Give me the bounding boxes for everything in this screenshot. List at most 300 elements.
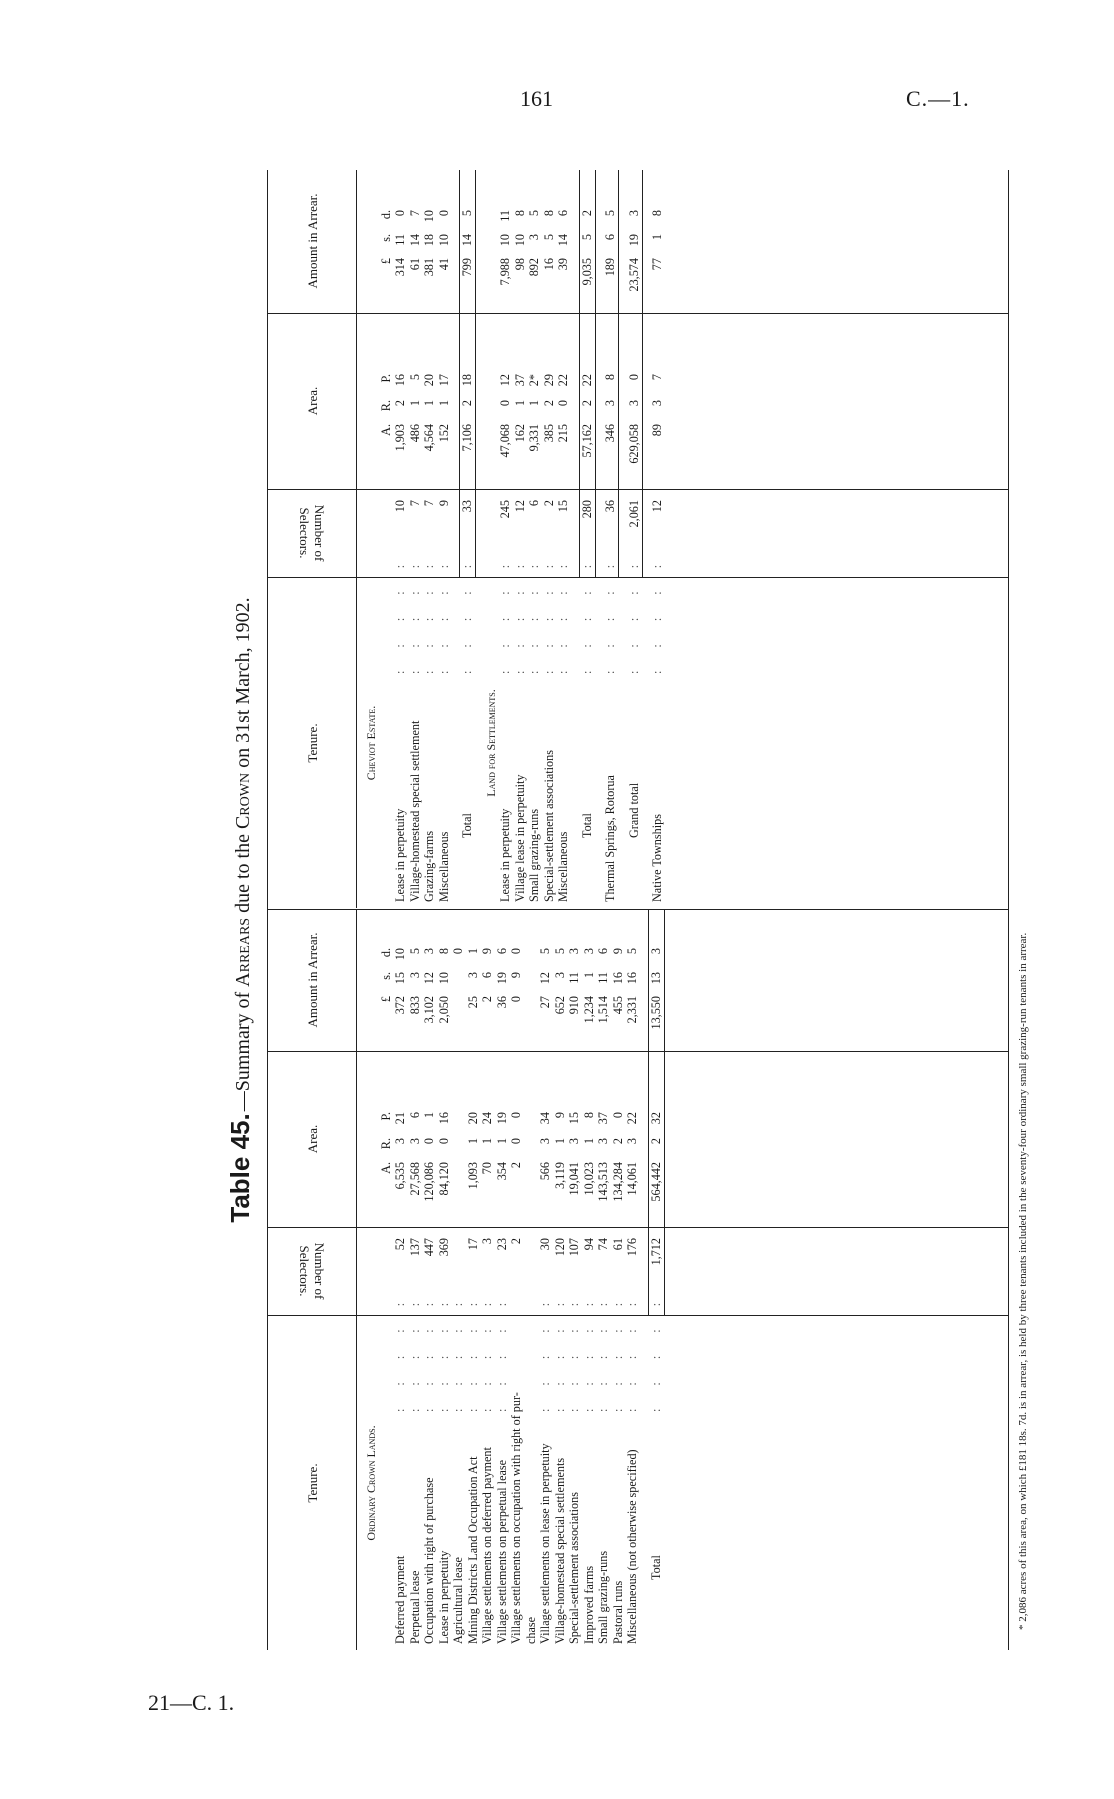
- cell-perches: 16: [436, 1112, 451, 1125]
- cell-unit-a: A.: [378, 1162, 393, 1174]
- cell-pounds: 2,331: [625, 996, 639, 1024]
- leader-dots: : : : : :: [494, 1292, 509, 1412]
- cell-shillings: 5: [541, 234, 556, 241]
- side-reference: 21—C. 1.: [148, 1690, 235, 1715]
- cell-selectors: 176: [625, 1238, 639, 1257]
- header-selectors-text: Number of Selectors.: [297, 504, 327, 562]
- cell-unit-s: s.: [378, 234, 393, 242]
- cell-acres: 1,903: [393, 424, 407, 452]
- cell-shillings: 1: [581, 972, 596, 979]
- cell-pence: 3: [581, 948, 596, 955]
- cell-tenure: Village settlements on lease in perpetuity: [538, 1443, 552, 1644]
- cell-unit-a: A.: [378, 424, 393, 436]
- cell-roods: 1: [407, 400, 422, 407]
- cell-pence: 5: [527, 210, 541, 217]
- cell-shillings: 3: [527, 234, 541, 241]
- table-label: Table 45.: [225, 1113, 255, 1223]
- table-row: [524, 910, 539, 1650]
- table-row: [475, 170, 484, 908]
- cell-pounds: 910: [567, 996, 581, 1015]
- left-table-header: [268, 910, 357, 1650]
- cell-perches: 16: [393, 374, 407, 387]
- left-table-half: [268, 909, 1008, 1650]
- cell-perches: 32: [648, 1112, 663, 1125]
- cell-pounds: 833: [407, 996, 422, 1015]
- table-row: [556, 170, 571, 908]
- cell-acres: 9,331: [527, 424, 541, 452]
- leader-dots: : : : : :: [407, 554, 422, 674]
- cell-pounds: 98: [512, 258, 527, 271]
- leader-dots: : : : : :: [556, 554, 570, 674]
- cell-selectors: 369: [436, 1238, 451, 1257]
- title-crown: Crown: [232, 772, 254, 830]
- cell-selectors: 7: [422, 500, 436, 507]
- cell-acres: 629,058: [626, 424, 641, 464]
- leader-dots: : : : : :: [498, 554, 512, 674]
- cell-pence: 3: [567, 948, 581, 955]
- cell-tenure: Village settlements on perpetual lease: [494, 1459, 509, 1644]
- cell-selectors: 6: [527, 500, 541, 507]
- cell-pence: 0: [509, 948, 523, 955]
- cell-roods: 0: [498, 400, 512, 407]
- cell-shillings: 10: [512, 234, 527, 247]
- cell-pounds: 1,234: [581, 996, 596, 1024]
- cell-shillings: 14: [460, 234, 474, 247]
- cell-acres: 84,120: [436, 1162, 451, 1196]
- header-amount: [268, 169, 356, 314]
- leader-dots: : : : : :: [393, 554, 407, 674]
- cell-shillings: 16: [610, 972, 625, 985]
- cell-pounds: 189: [603, 258, 617, 277]
- cell-shillings: 3: [465, 972, 480, 979]
- cell-pence: 8: [650, 210, 664, 217]
- cell-tenure: Total: [579, 813, 594, 838]
- cell-roods: 2: [610, 1138, 625, 1145]
- cell-unit-d: d.: [378, 210, 393, 220]
- header-area: [268, 1051, 356, 1228]
- cell-perches: 34: [538, 1112, 552, 1125]
- cell-perches: 22: [556, 374, 570, 387]
- leader-dots: : : : : :: [512, 554, 527, 674]
- cell-pence: 6: [494, 948, 509, 955]
- cell-perches: 0: [610, 1112, 625, 1119]
- cell-pence: 10: [393, 948, 407, 961]
- cell-pounds: 41: [436, 258, 451, 271]
- right-table-body: [364, 170, 665, 908]
- cell-selectors: 280: [579, 500, 594, 519]
- cell-pence: 5: [625, 948, 639, 955]
- cell-unit-s: s.: [378, 972, 393, 980]
- cell-shillings: 10: [436, 234, 451, 247]
- table-row: [408, 170, 423, 908]
- cell-roods: 0: [509, 1138, 523, 1145]
- cell-selectors: 10: [393, 500, 407, 513]
- cell-tenure: Village settlements on occupation with right of pur-: [509, 1392, 523, 1644]
- cell-pence: 9: [610, 948, 625, 955]
- cell-perches: 21: [393, 1112, 407, 1125]
- cell-tenure: Thermal Springs, Rotorua: [603, 775, 617, 902]
- table-row: [649, 910, 664, 1650]
- cell-acres: 7,106: [460, 424, 474, 452]
- cell-acres: 486: [407, 424, 422, 443]
- title-text-prefix: —Summary of: [232, 986, 254, 1112]
- cell-pounds: 2: [480, 996, 494, 1003]
- cell-unit-l: £: [378, 258, 393, 265]
- table-row: [437, 910, 452, 1650]
- leader-dots: : : : : :: [407, 1292, 422, 1412]
- leader-dots: : : : : :: [393, 1292, 407, 1412]
- cell-pence: 10: [422, 210, 436, 223]
- cell-acres: 134,284: [610, 1162, 625, 1202]
- cell-pounds: 314: [393, 258, 407, 277]
- cell-selectors: 94: [581, 1238, 596, 1251]
- cell-pence: 5: [552, 948, 567, 955]
- cell-pounds: 61: [407, 258, 422, 271]
- cell-pence: 3: [422, 948, 436, 955]
- table-row: [567, 910, 582, 1650]
- cell-pence: 0: [393, 210, 407, 217]
- cell-roods: 3: [567, 1138, 581, 1145]
- cell-shillings: 10: [436, 972, 451, 985]
- cell-roods: 2: [460, 400, 474, 407]
- cell-roods: 0: [422, 1138, 436, 1145]
- table-row: [580, 170, 595, 908]
- cell-roods: 3: [603, 400, 617, 407]
- cell-roods: 2: [393, 400, 407, 407]
- cell-perches: 37: [596, 1112, 610, 1125]
- cell-perches: 8: [581, 1112, 596, 1119]
- table-row: [484, 170, 499, 908]
- cell-unit-r: R.: [378, 1138, 393, 1150]
- left-table-body: [364, 910, 663, 1650]
- cell-shillings: 10: [498, 234, 512, 247]
- table-row: [422, 170, 437, 908]
- cell-perches: 2*: [527, 374, 541, 387]
- header-tenure-text: Tenure.: [304, 723, 320, 763]
- cell-acres: 4,564: [422, 424, 436, 452]
- cell-selectors: 15: [556, 500, 570, 513]
- cell-selectors: 36: [603, 500, 617, 513]
- cell-acres: 89: [650, 424, 664, 437]
- leader-dots: : : : : :: [596, 1292, 610, 1412]
- cell-pence: 9: [480, 948, 494, 955]
- cell-selectors: 33: [460, 500, 474, 513]
- cell-pence: 11: [498, 210, 512, 222]
- cell-tenure: Village lease in perpetuity: [512, 774, 527, 902]
- table-row: [379, 910, 394, 1650]
- cell-perches: 17: [436, 374, 451, 387]
- cell-acres: 27,568: [407, 1162, 422, 1196]
- cell-pounds: 892: [527, 258, 541, 277]
- cell-tenure: Total: [648, 1555, 663, 1580]
- cell-pounds: 36: [494, 996, 509, 1009]
- cell-roods: 2: [579, 400, 594, 407]
- cell-unit-p: P.: [378, 374, 393, 383]
- cell-roods: 3: [650, 400, 664, 407]
- table-row: [393, 910, 408, 1650]
- leader-dots: : : : : :: [625, 1292, 639, 1412]
- cell-pence: 1: [465, 948, 480, 955]
- cell-shillings: 9: [509, 972, 523, 979]
- header-selectors: [268, 1227, 356, 1316]
- cell-pounds: 1,514: [596, 996, 610, 1024]
- cell-acres: 385: [541, 424, 556, 443]
- leader-dots: : : : : :: [650, 554, 664, 674]
- cell-tenure: Pastoral runs: [610, 1580, 625, 1644]
- table-footnote: * 2,086 acres of this area, on which £181 18s. 7d. is in arrear, is held by three tenants included in the seventy-four ordinary small grazing-run tenants in arrear.: [1017, 932, 1029, 1630]
- cell-pounds: 372: [393, 996, 407, 1015]
- cell-shillings: 12: [538, 972, 552, 985]
- cell-perches: 19: [494, 1112, 509, 1125]
- cell-selectors: 2: [541, 500, 556, 507]
- title-text-suffix: on 31st March, 1902.: [232, 597, 254, 773]
- cell-roods: 1: [581, 1138, 596, 1145]
- cell-acres: 346: [603, 424, 617, 443]
- cell-acres: 162: [512, 424, 527, 443]
- title-text-mid: due to the: [232, 829, 254, 918]
- table-row: [596, 910, 611, 1650]
- cell-selectors: 245: [498, 500, 512, 519]
- table-row: [364, 910, 379, 1650]
- cell-roods: 1: [480, 1138, 494, 1145]
- header-selectors: [268, 489, 356, 578]
- cell-perches: 8: [603, 374, 617, 381]
- cell-shillings: 11: [567, 972, 581, 984]
- cell-perches: 7: [650, 374, 664, 381]
- total-rule: [664, 910, 665, 1316]
- cell-roods: 1: [512, 400, 527, 407]
- cell-tenure: Mining Districts Land Occupation Act: [465, 1456, 480, 1644]
- cell-selectors: 61: [610, 1238, 625, 1251]
- cell-acres: 2: [509, 1162, 523, 1169]
- cell-tenure: Village-homestead special settlements: [552, 1457, 567, 1644]
- cell-pounds: 0: [509, 996, 523, 1003]
- cell-shillings: 3: [407, 972, 422, 979]
- header-selectors-text: Number of Selectors.: [297, 1242, 327, 1300]
- cell-shillings: 14: [556, 234, 570, 247]
- cell-selectors: 9: [436, 500, 451, 507]
- cell-selectors: 120: [552, 1238, 567, 1257]
- cell-acres: 564,442: [648, 1162, 663, 1202]
- cell-roods: 1: [465, 1138, 480, 1145]
- leader-dots: : : : : :: [451, 1292, 465, 1412]
- table-row: [641, 170, 650, 908]
- cell-tenure: Special-settlement associations: [567, 1492, 581, 1644]
- cell-selectors: 447: [422, 1238, 436, 1257]
- cell-acres: 47,068: [498, 424, 512, 458]
- cell-selectors: 137: [407, 1238, 422, 1257]
- header-area: [268, 313, 356, 490]
- cell-pounds: 23,574: [626, 258, 641, 292]
- cell-shillings: 3: [552, 972, 567, 979]
- cell-tenure: Miscellaneous: [436, 831, 451, 902]
- header-amount: [268, 909, 356, 1052]
- cell-pounds: 381: [422, 258, 436, 277]
- cell-pounds: 455: [610, 996, 625, 1015]
- cell-perches: 6: [407, 1112, 422, 1119]
- leader-dots: : : : : :: [538, 1292, 552, 1412]
- header-tenure: [268, 1316, 356, 1650]
- cell-tenure: Improved farms: [581, 1565, 596, 1644]
- cell-pence: 8: [512, 210, 527, 217]
- leader-dots: : : : : :: [581, 1292, 596, 1412]
- cell-pounds: 16: [541, 258, 556, 271]
- total-rule: [579, 170, 580, 578]
- cell-pounds: 25: [465, 996, 480, 1009]
- cell-pounds: 39: [556, 258, 570, 271]
- cell-acres: 566: [538, 1162, 552, 1181]
- cell-pounds: 652: [552, 996, 567, 1015]
- cell-tenure: Perpetual lease: [407, 1570, 422, 1644]
- leader-dots: : : : : :: [436, 554, 451, 674]
- cell-pounds: 7,988: [498, 258, 512, 286]
- cell-tenure: Small grazing-runs: [527, 808, 541, 902]
- cell-pence: 3: [648, 948, 663, 955]
- cell-section-heading: Cheviot Estate.: [364, 705, 378, 781]
- leader-dots: : : : : :: [422, 554, 436, 674]
- cell-perches: 24: [480, 1112, 494, 1125]
- cell-roods: 3: [596, 1138, 610, 1145]
- header-tenure: [268, 578, 356, 908]
- table-row: [379, 170, 394, 908]
- total-rule: [648, 910, 649, 1316]
- cell-tenure: Small grazing-runs: [596, 1550, 610, 1644]
- cell-selectors: 2,061: [626, 500, 641, 528]
- cell-perches: 0: [509, 1112, 523, 1119]
- cell-pounds: 2,050: [436, 996, 451, 1024]
- cell-tenure: Lease in perpetuity: [393, 808, 407, 902]
- page-number: 161: [520, 86, 553, 111]
- cell-pence: 0: [436, 210, 451, 217]
- cell-tenure: Lease in perpetuity: [498, 808, 512, 902]
- cell-pounds: 77: [650, 258, 664, 271]
- cell-unit-l: £: [378, 996, 393, 1003]
- cell-tenure: Village settlements on deferred payment: [480, 1447, 494, 1644]
- cell-perches: 5: [407, 374, 422, 381]
- cell-pence: 7: [407, 210, 422, 217]
- cell-selectors: 30: [538, 1238, 552, 1251]
- cell-pence: 2: [579, 210, 594, 217]
- cell-acres: 354: [494, 1162, 509, 1181]
- cell-acres: 57,162: [579, 424, 594, 458]
- cell-roods: 1: [527, 400, 541, 407]
- cell-pence: 8: [436, 948, 451, 955]
- cell-shillings: 6: [603, 234, 617, 241]
- header-tenure-text: Tenure.: [304, 1463, 320, 1503]
- cell-shillings: 19: [626, 234, 641, 247]
- cell-perches: 0: [626, 374, 641, 381]
- leader-dots: : : : : :: [648, 1292, 663, 1412]
- cell-perches: 29: [541, 374, 556, 387]
- cell-roods: 0: [556, 400, 570, 407]
- header-area-text: Area.: [304, 1124, 320, 1154]
- cell-tenure: Native Townships: [650, 814, 664, 902]
- cell-roods: 3: [626, 400, 641, 407]
- cell-tenure: Grazing-farms: [422, 830, 436, 902]
- cell-selectors: 23: [494, 1238, 509, 1251]
- cell-roods: 1: [422, 400, 436, 407]
- cell-pounds: 9,035: [579, 258, 594, 286]
- cell-acres: 120,086: [422, 1162, 436, 1202]
- cell-acres: 70: [480, 1162, 494, 1175]
- table-row: [451, 910, 466, 1650]
- cell-tenure: Lease in perpetuity: [436, 1550, 451, 1644]
- cell-pence: 8: [541, 210, 556, 217]
- total-rule: [459, 170, 460, 578]
- table-row: [594, 170, 603, 908]
- cell-selectors: 2: [509, 1238, 523, 1245]
- leader-dots: : : : : :: [626, 554, 641, 674]
- cell-roods: 1: [436, 400, 451, 407]
- cell-unit-p: P.: [378, 1112, 393, 1121]
- cell-shillings: 11: [596, 972, 610, 984]
- table-row: [408, 910, 423, 1650]
- table-row: [480, 910, 495, 1650]
- cell-acres: 19,041: [567, 1162, 581, 1196]
- cell-tenure: Miscellaneous (not otherwise specified): [625, 1449, 639, 1644]
- cell-shillings: 6: [480, 972, 494, 979]
- cell-shillings: 1: [650, 234, 664, 241]
- table-row: [495, 910, 510, 1650]
- table-row: [364, 170, 379, 908]
- cell-pence: 6: [556, 210, 570, 217]
- cell-roods: 3: [538, 1138, 552, 1145]
- cell-roods: 2: [648, 1138, 663, 1145]
- cell-shillings: 14: [407, 234, 422, 247]
- cell-tenure: Grand total: [626, 782, 641, 838]
- cell-pounds: 3,102: [422, 996, 436, 1024]
- cell-tenure: Special-settlement associations: [541, 750, 556, 902]
- cell-acres: 10,023: [581, 1162, 596, 1196]
- cell-acres: 14,061: [625, 1162, 639, 1196]
- cell-selectors: 52: [393, 1238, 407, 1251]
- cell-selectors: 12: [512, 500, 527, 513]
- cell-tenure: Village-homestead special settlement: [407, 720, 422, 902]
- cell-acres: 152: [436, 424, 451, 443]
- cell-acres: 215: [556, 424, 570, 443]
- cell-pence: 5: [538, 948, 552, 955]
- cell-selectors: 7: [407, 500, 422, 507]
- cell-roods: 3: [407, 1138, 422, 1145]
- cell-acres: 6,535: [393, 1162, 407, 1190]
- cell-unit-r: R.: [378, 400, 393, 412]
- cell-perches: 1: [422, 1112, 436, 1119]
- table-row: [538, 910, 553, 1650]
- table-row: [542, 170, 557, 908]
- cell-roods: 0: [436, 1138, 451, 1145]
- leader-dots: : : : : :: [436, 1292, 451, 1412]
- table-row: [603, 170, 618, 908]
- cell-perches: 22: [625, 1112, 639, 1125]
- cell-perches: 20: [422, 374, 436, 387]
- header-amount-text: Amount in Arrear.: [304, 932, 320, 1028]
- cell-acres: 1,093: [465, 1162, 480, 1190]
- cell-pence: 0: [451, 948, 465, 955]
- right-table-half: [268, 170, 1008, 908]
- cell-shillings: 12: [422, 972, 436, 985]
- cell-shillings: 11: [393, 234, 407, 246]
- cell-shillings: 18: [422, 234, 436, 247]
- table-row: [466, 910, 481, 1650]
- table-row: [393, 170, 408, 908]
- header-area-text: Area.: [304, 386, 320, 416]
- cell-selectors: 17: [465, 1238, 480, 1251]
- table-row: [509, 910, 524, 1650]
- table-row: [627, 170, 642, 908]
- title-arrears: Arrears: [232, 917, 254, 987]
- cell-tenure: Miscellaneous: [556, 831, 570, 902]
- cell-shillings: 5: [579, 234, 594, 241]
